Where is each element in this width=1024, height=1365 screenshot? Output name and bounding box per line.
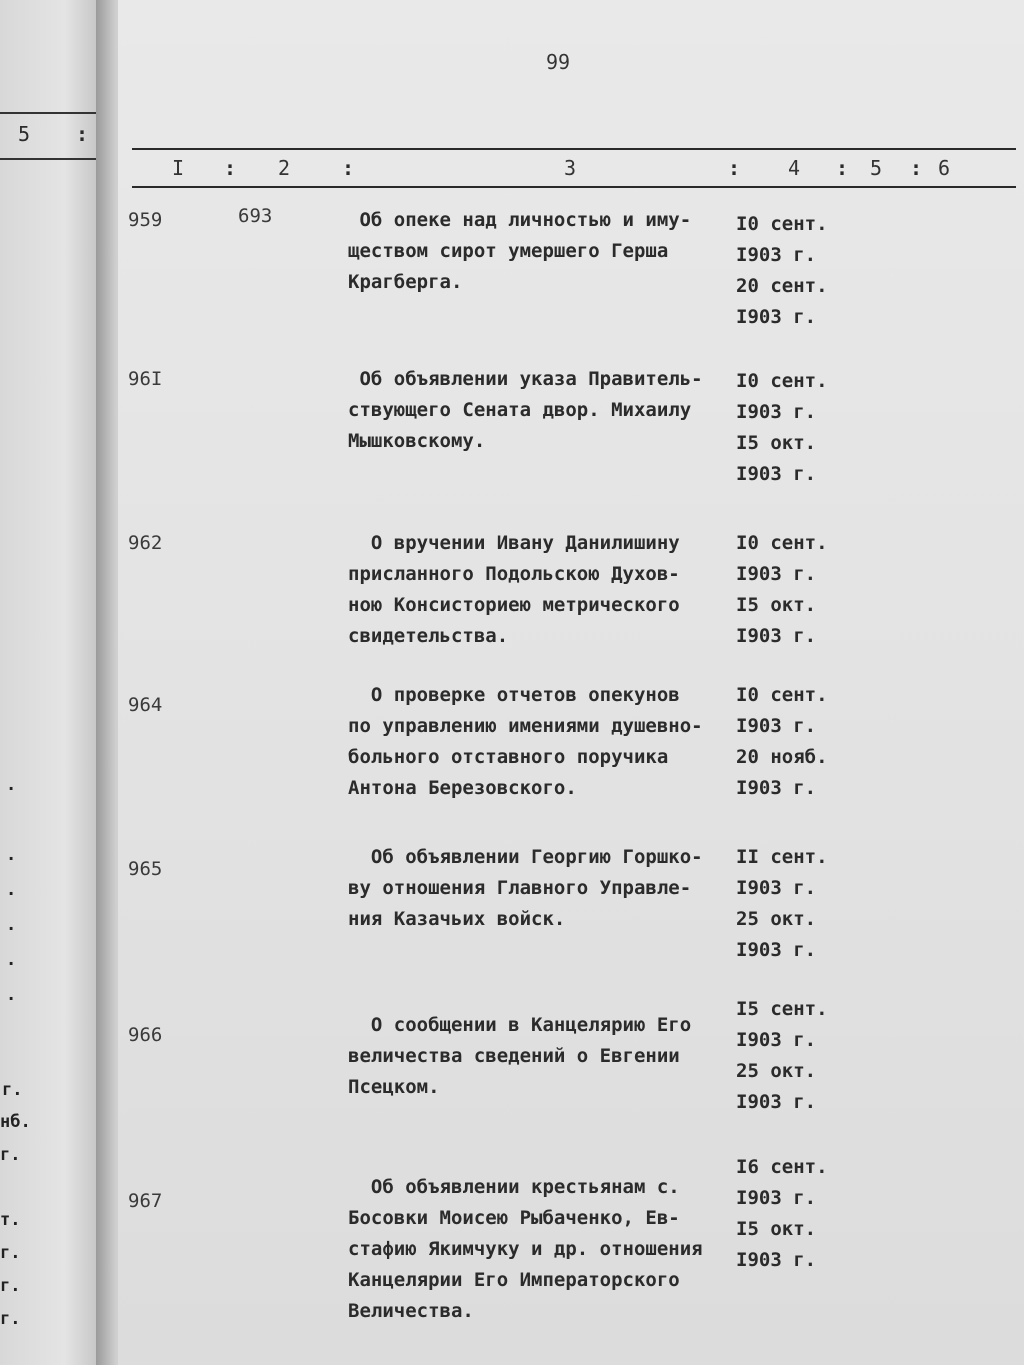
- margin-mark: .: [6, 985, 17, 1005]
- margin-mark: г.: [2, 1080, 23, 1100]
- header-col-3: 3: [564, 156, 577, 180]
- entry-description: Об опеке над личностью и иму- ществом сирот умершего Герша Крагберга.: [348, 209, 692, 293]
- entry-number: 966: [128, 1024, 163, 1046]
- margin-mark: .: [6, 950, 17, 970]
- page-number: 99: [546, 50, 571, 74]
- previous-page-header-sep: :: [76, 122, 89, 146]
- margin-mark: нб.: [0, 1112, 31, 1132]
- header-separator: :: [728, 156, 741, 180]
- header-col-2: 2: [278, 156, 291, 180]
- entry-number: 962: [128, 532, 163, 554]
- table-header: [132, 148, 1016, 188]
- header-col-5: 5: [870, 156, 883, 180]
- margin-mark: .: [6, 845, 17, 865]
- entry-number: 959: [128, 209, 163, 231]
- entry-dates: I0 сент. I903 г. 20 сент. I903 г.: [736, 213, 828, 328]
- previous-page-edge: [0, 0, 108, 1365]
- header-separator: :: [342, 156, 355, 180]
- entry-reference-number: 693: [238, 205, 273, 227]
- margin-mark: .: [6, 775, 17, 795]
- margin-mark: г.: [0, 1145, 21, 1165]
- margin-mark: .: [6, 915, 17, 935]
- entry-dates: I0 сент. I903 г. I5 окт. I903 г.: [736, 370, 828, 485]
- entry-dates: I0 сент. I903 г. 20 нояб. I903 г.: [736, 684, 828, 799]
- entry-dates: II сент. I903 г. 25 окт. I903 г.: [736, 846, 828, 961]
- entry-dates: I5 сент. I903 г. 25 окт. I903 г.: [736, 998, 828, 1113]
- entry-description: О проверке отчетов опекунов по управлению имениями душевно- больного отставного поручика Антона Березовского.: [348, 684, 703, 799]
- header-separator: :: [836, 156, 849, 180]
- entry-description: О сообщении в Канцелярию Его величества сведений о Евгении Псецком.: [348, 1014, 692, 1098]
- entry-number: 965: [128, 858, 163, 880]
- margin-mark: .: [6, 880, 17, 900]
- previous-page-header-col: 5: [18, 122, 31, 146]
- previous-page-header: [0, 112, 100, 160]
- margin-mark: г.: [0, 1309, 21, 1329]
- entry-dates: I6 сент. I903 г. I5 окт. I903 г.: [736, 1156, 828, 1271]
- entry-number: 96I: [128, 368, 163, 390]
- header-col-1: I: [172, 156, 185, 180]
- entry-description: Об объявлении указа Правитель- ствующего Сената двор. Михаилу Мышковскому.: [348, 368, 703, 452]
- entry-description: О вручении Ивану Данилишину присланного Подольскою Духов- ною Консисториею метрического свидетельства.: [348, 532, 680, 647]
- header-separator: :: [910, 156, 923, 180]
- margin-mark: г.: [0, 1243, 21, 1263]
- header-rule-bottom: [132, 186, 1016, 188]
- entry-description: Об объявлении Георгию Горшко- ву отношения Главного Управле- ния Казачьих войск.: [348, 846, 703, 930]
- entry-description: Об объявлении крестьянам с. Босовки Моисею Рыбаченко, Ев- стафию Якимчуку и др. отношения Канцелярии Его Императорского Величества.: [348, 1176, 703, 1322]
- header-col-4: 4: [788, 156, 801, 180]
- header-separator: :: [224, 156, 237, 180]
- entry-number: 967: [128, 1190, 163, 1212]
- entry-dates: I0 сент. I903 г. I5 окт. I903 г.: [736, 532, 828, 647]
- header-rule-top: [132, 148, 1016, 150]
- margin-mark: г.: [0, 1276, 21, 1296]
- header-col-6: 6: [938, 156, 951, 180]
- margin-mark: т.: [0, 1210, 21, 1230]
- document-page: [118, 0, 1024, 1365]
- entry-number: 964: [128, 694, 163, 716]
